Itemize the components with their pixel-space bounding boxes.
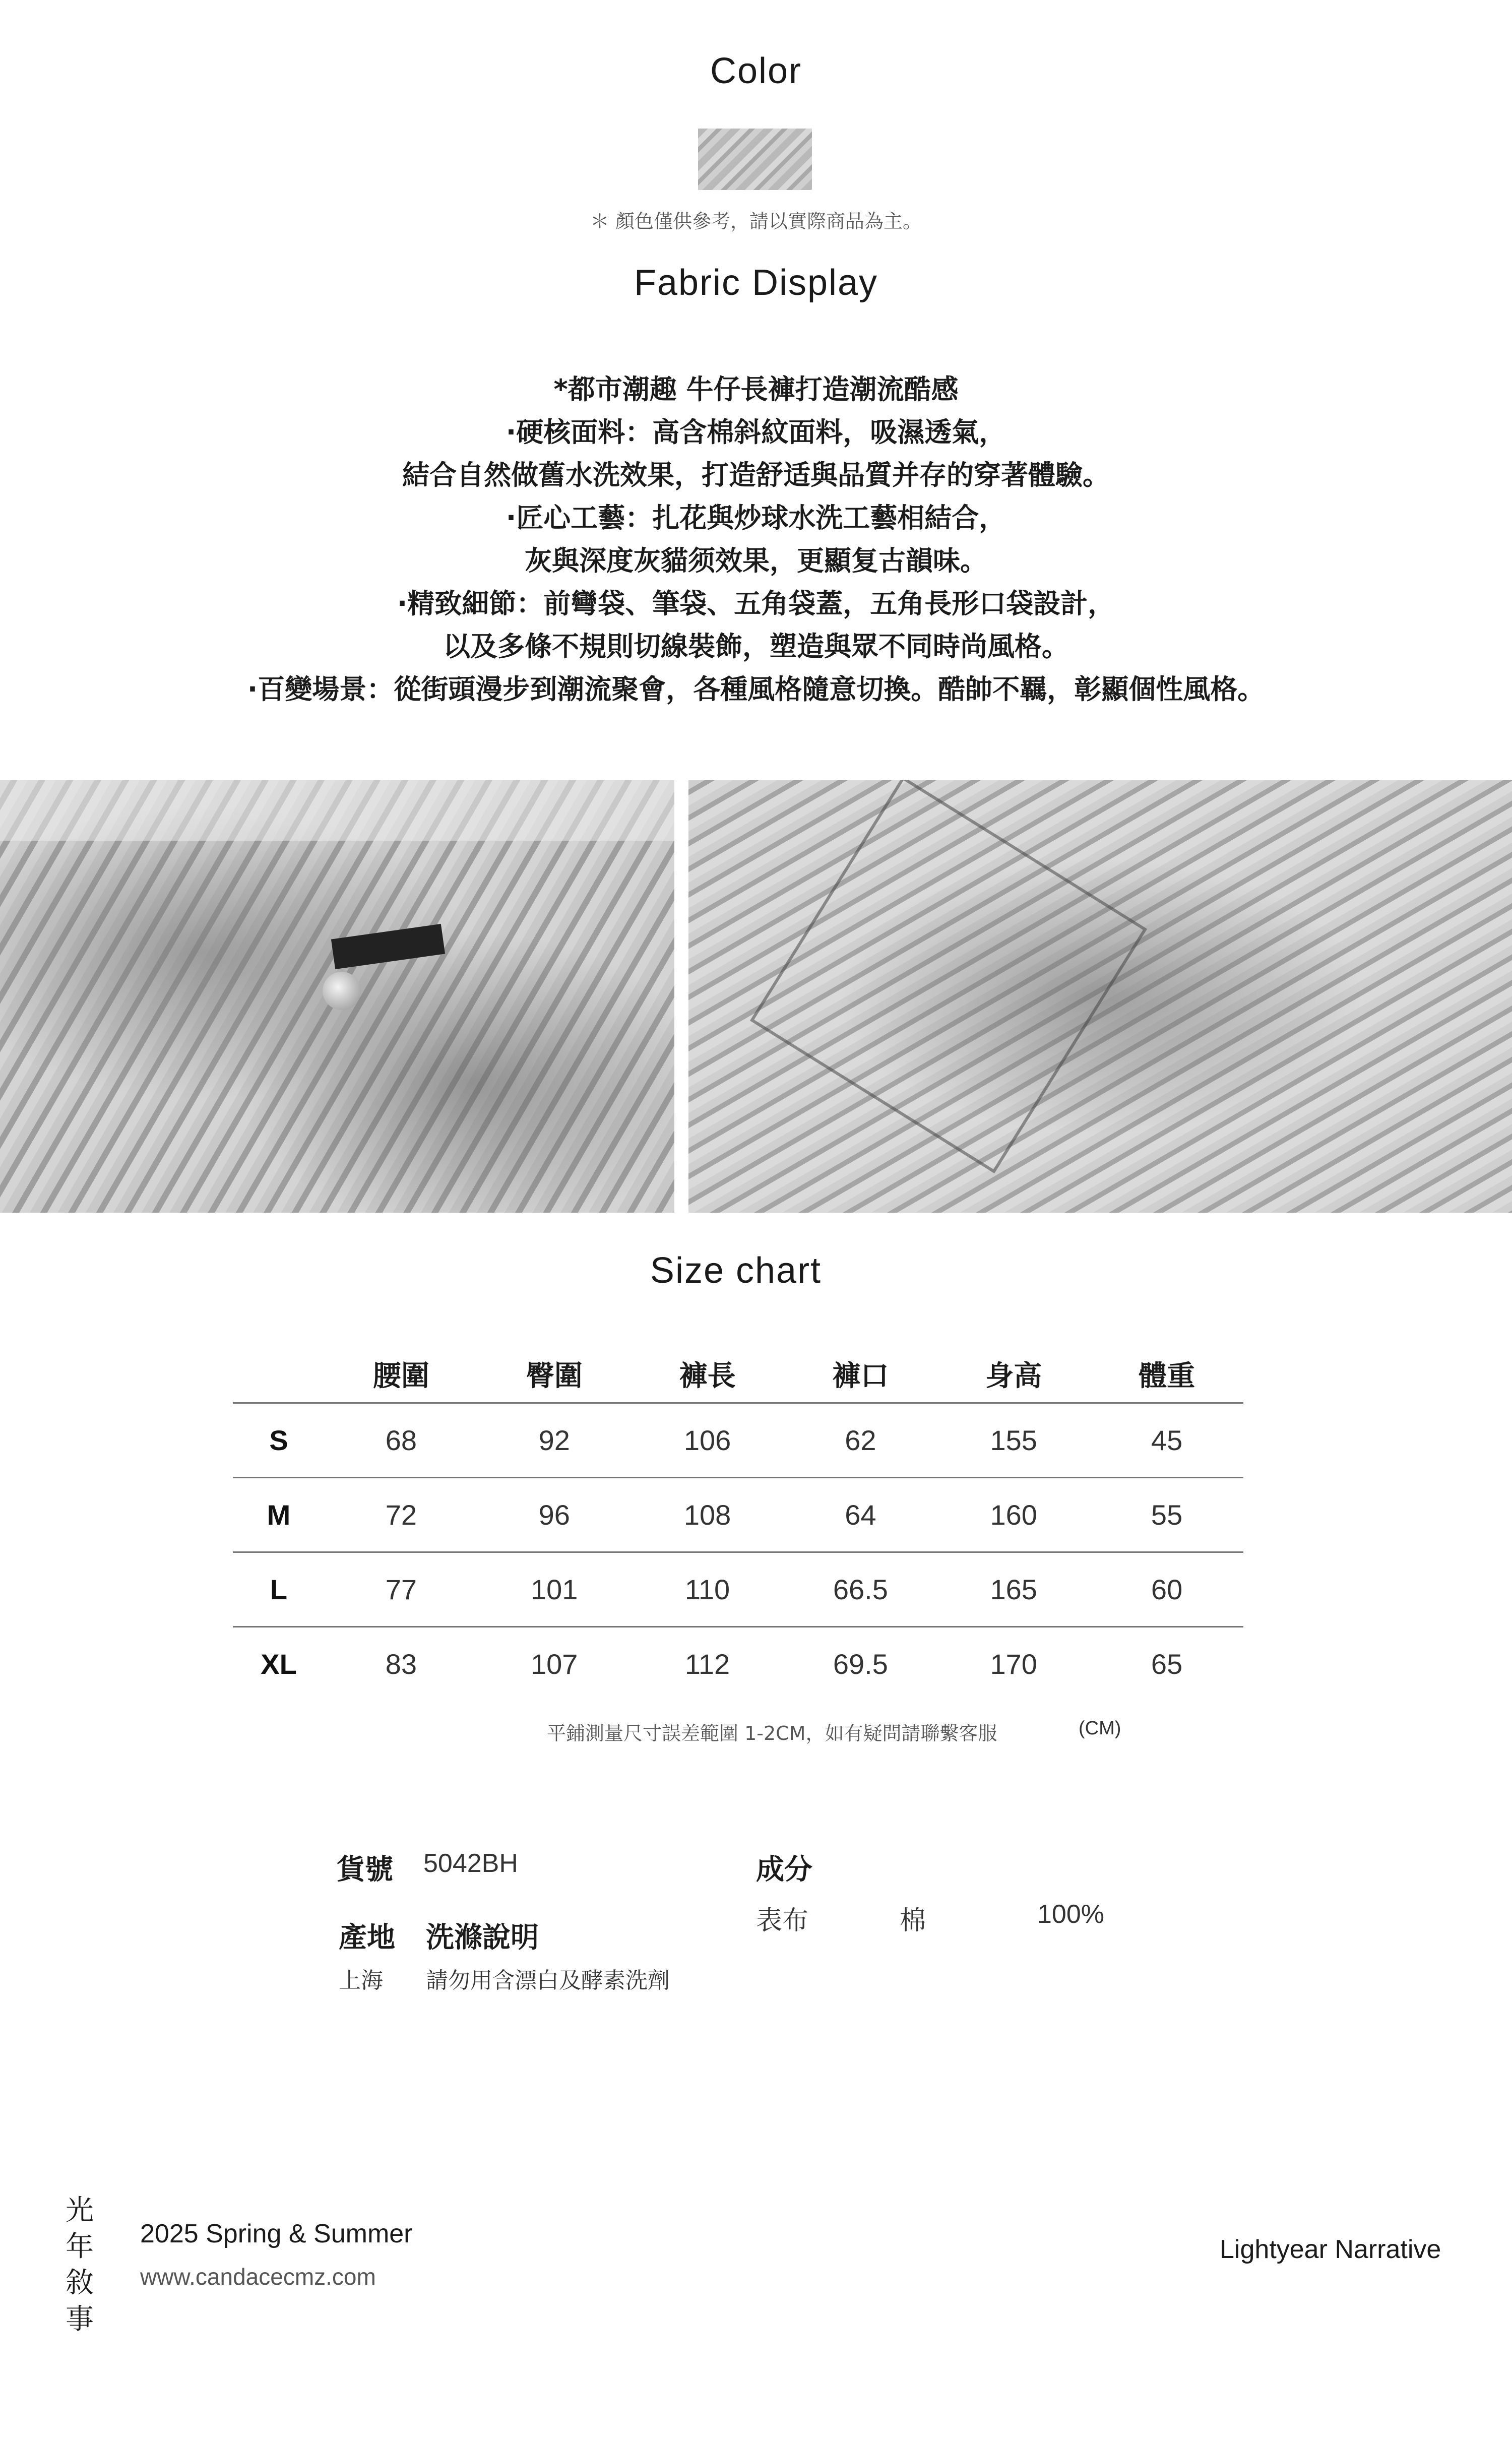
header-hem: 褲口 bbox=[832, 1360, 889, 1393]
wash-value: 請勿用含漂白及酵素洗劑 bbox=[426, 1968, 670, 1993]
table-cell: 64 bbox=[784, 1478, 937, 1552]
table-row bbox=[233, 1627, 1243, 1701]
header-empty bbox=[233, 1346, 325, 1403]
brand-char: 年 bbox=[66, 2230, 94, 2263]
table-row bbox=[233, 1478, 1243, 1552]
fabric-line: ·硬核面料：高含棉斜紋面料，吸濕透氣， bbox=[506, 416, 1006, 448]
size-label: M bbox=[233, 1478, 325, 1552]
table-cell: 62 bbox=[784, 1403, 937, 1478]
fabric-line: 以及多條不規則切線裝飾，塑造與眾不同時尚風格。 bbox=[443, 631, 1069, 662]
table-cell: 68 bbox=[325, 1403, 478, 1478]
table-cell: 77 bbox=[325, 1552, 478, 1627]
table-cell: 170 bbox=[937, 1627, 1090, 1701]
back-pocket bbox=[750, 780, 1147, 1173]
brand-char: 敘 bbox=[66, 2267, 94, 2299]
table-row bbox=[233, 1403, 1243, 1478]
table-cell: 107 bbox=[478, 1627, 631, 1701]
fabric-photo-pocket bbox=[688, 780, 1512, 1213]
item-no-label: 貨號 bbox=[337, 1853, 393, 1886]
composition-percent: 100% bbox=[1037, 1900, 1104, 1929]
table-cell: 45 bbox=[1090, 1403, 1243, 1478]
fabric-title: Fabric Display bbox=[634, 263, 878, 303]
table-cell: 165 bbox=[937, 1552, 1090, 1627]
size-note: 平鋪測量尺寸誤差範圍 1-2CM，如有疑問請聯繫客服 bbox=[547, 1722, 997, 1744]
fabric-photo-waistband bbox=[0, 780, 674, 1213]
composition-material: 棉 bbox=[900, 1906, 926, 1936]
size-label: L bbox=[233, 1552, 325, 1627]
table-cell: 96 bbox=[478, 1478, 631, 1552]
table-cell: 66.5 bbox=[784, 1552, 937, 1627]
header-waist: 腰圍 bbox=[372, 1360, 429, 1393]
brand-char: 光 bbox=[66, 2194, 94, 2227]
table-cell: 55 bbox=[1090, 1478, 1243, 1552]
table-cell: 65 bbox=[1090, 1627, 1243, 1701]
size-table-header bbox=[233, 1346, 1243, 1403]
color-note: ＊ 顏色僅供參考，請以實際商品為主。 bbox=[590, 210, 922, 232]
table-cell: 160 bbox=[937, 1478, 1090, 1552]
fabric-line: 灰與深度灰貓须效果，更顯复古韻味。 bbox=[525, 545, 987, 577]
fabric-line: *都市潮趣 牛仔長褲打造潮流酷感 bbox=[553, 373, 959, 405]
table-cell: 110 bbox=[631, 1552, 784, 1627]
brand-label-tag bbox=[331, 924, 445, 969]
website-link[interactable]: www.candacecmz.com bbox=[140, 2264, 376, 2290]
brand-english-name: Lightyear Narrative bbox=[1220, 2235, 1441, 2264]
fabric-line: ·精致細節：前彎袋、筆袋、五角袋蓋，五角長形口袋設計， bbox=[397, 588, 1115, 619]
fabric-line: 結合自然做舊水洗效果，打造舒适與品質并存的穿著體驗。 bbox=[402, 459, 1110, 491]
header-weight: 體重 bbox=[1139, 1360, 1195, 1393]
fabric-line: ·匠心工藝：扎花與炒球水洗工藝相結合， bbox=[506, 502, 1006, 534]
table-cell: 92 bbox=[478, 1403, 631, 1478]
size-unit: (CM) bbox=[1079, 1718, 1121, 1739]
fabric-line: ·百變場景：從街頭漫步到潮流聚會，各種風格隨意切換。酷帥不羈，彰顯個性風格。 bbox=[247, 673, 1265, 705]
season-title: 2025 Spring & Summer bbox=[140, 2219, 413, 2248]
photo-background bbox=[0, 780, 674, 841]
composition-label: 成分 bbox=[756, 1853, 812, 1886]
jeans-button bbox=[323, 972, 361, 1010]
header-length: 褲長 bbox=[679, 1360, 736, 1393]
table-cell: 72 bbox=[325, 1478, 478, 1552]
table-cell: 101 bbox=[478, 1552, 631, 1627]
wash-label: 洗滌說明 bbox=[426, 1921, 539, 1954]
color-swatch-grey[interactable] bbox=[698, 129, 812, 190]
brand-vertical-logo bbox=[65, 2193, 95, 2338]
size-label: XL bbox=[233, 1627, 325, 1701]
origin-value: 上海 bbox=[339, 1968, 383, 1993]
table-cell: 83 bbox=[325, 1627, 478, 1701]
table-cell: 106 bbox=[631, 1403, 784, 1478]
table-cell: 69.5 bbox=[784, 1627, 937, 1701]
origin-label: 產地 bbox=[339, 1921, 395, 1954]
composition-part: 表布 bbox=[756, 1906, 809, 1936]
header-height: 身高 bbox=[985, 1360, 1042, 1393]
size-label: S bbox=[233, 1403, 325, 1478]
fabric-description bbox=[0, 368, 1512, 711]
table-cell: 60 bbox=[1090, 1552, 1243, 1627]
size-table bbox=[233, 1346, 1243, 1701]
brand-char: 事 bbox=[66, 2303, 94, 2336]
table-cell: 108 bbox=[631, 1478, 784, 1552]
table-cell: 112 bbox=[631, 1627, 784, 1701]
size-chart-title: Size chart bbox=[650, 1250, 822, 1291]
item-no-value: 5042BH bbox=[423, 1849, 518, 1878]
color-title: Color bbox=[710, 51, 802, 91]
table-cell: 155 bbox=[937, 1403, 1090, 1478]
header-hip: 臀圍 bbox=[526, 1360, 583, 1393]
table-row bbox=[233, 1552, 1243, 1627]
